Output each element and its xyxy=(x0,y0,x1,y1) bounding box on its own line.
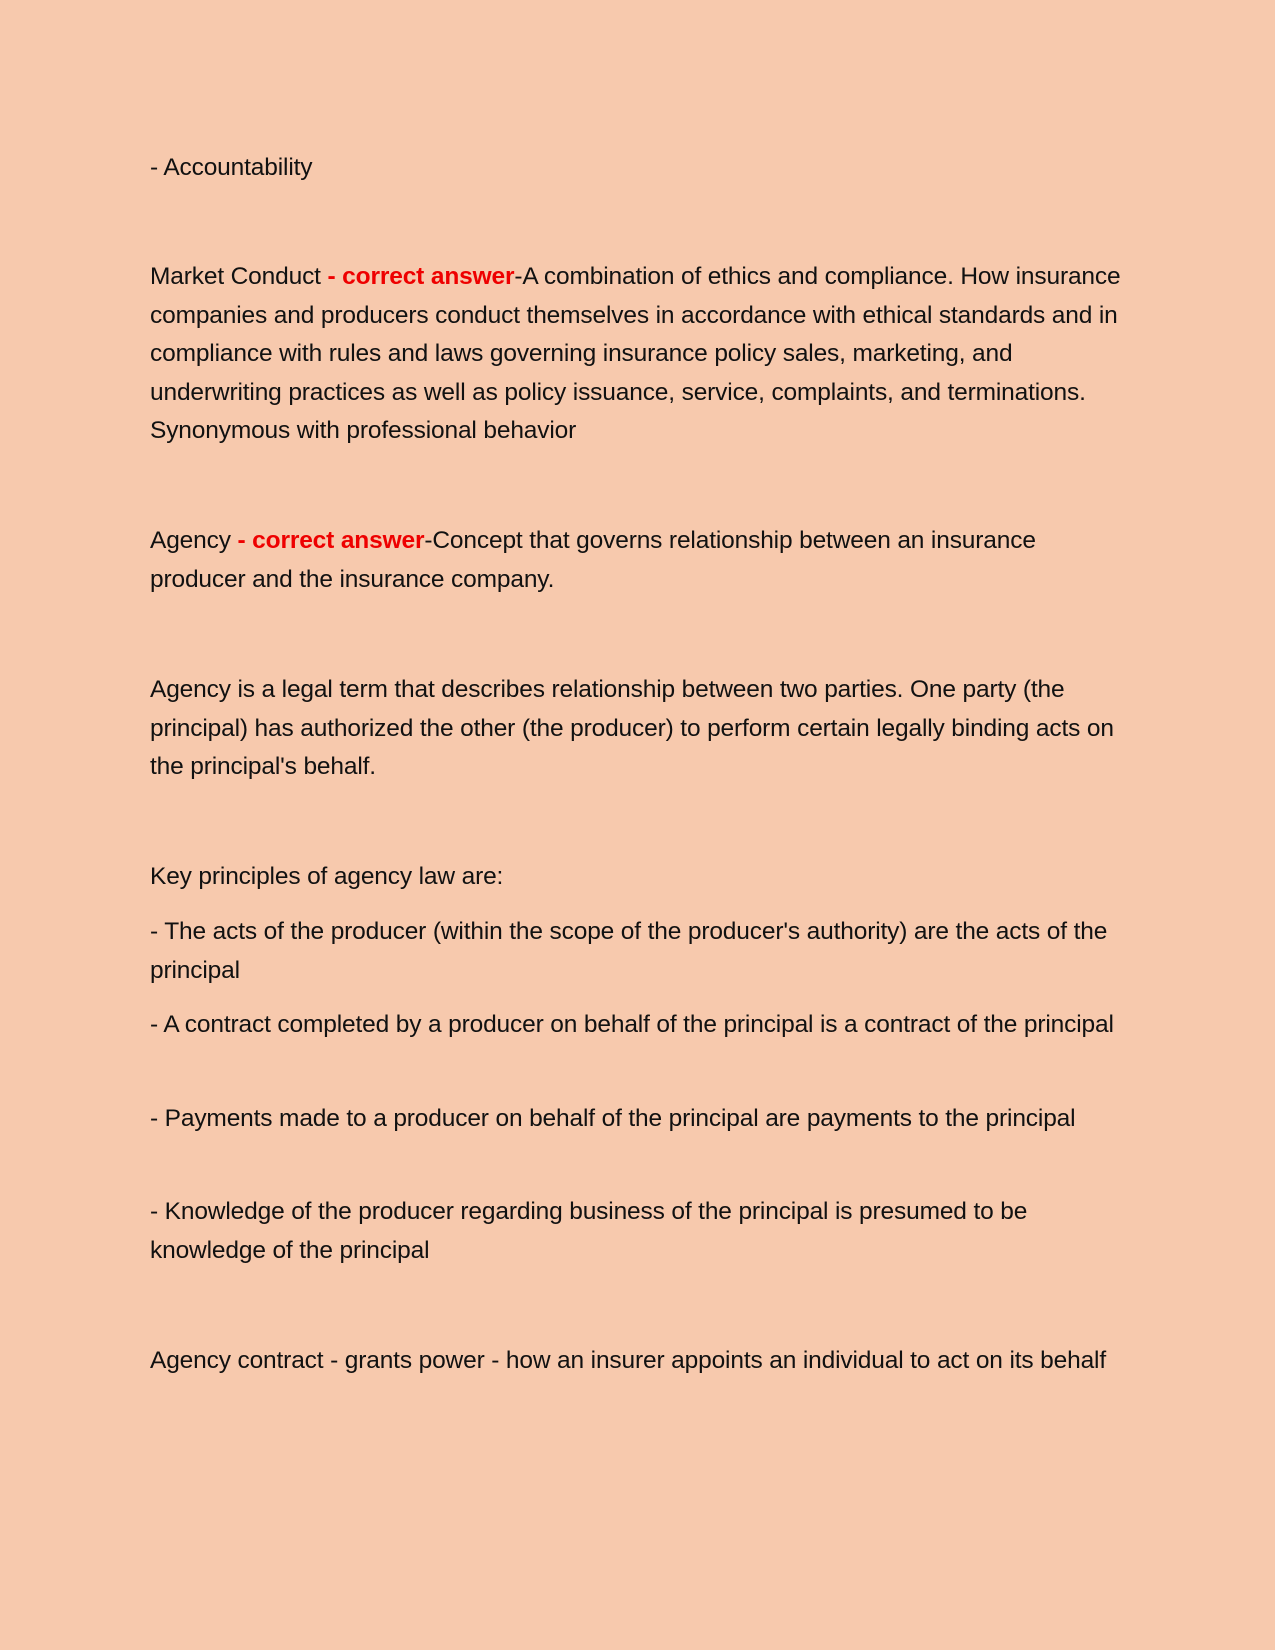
principle-item xyxy=(150,913,1130,990)
key-principles-heading-text: Key principles of agency law are: xyxy=(150,863,504,890)
principle-text: - A contract completed by a producer on behalf of the principal is a contract of the principal xyxy=(150,1011,1114,1038)
market-conduct-definition: -A combination of ethics and compliance. How insurance companies and producers conduct themselves in accordance with ethical standards and in compliance with rules and laws governing insurance policy sales, marketing, and underwriting practices as well as policy issuance, service, complaints, and terminations. Synonymous with professional behavior xyxy=(150,263,1121,444)
agency-contract-paragraph xyxy=(150,1342,1130,1381)
agency-term: Agency xyxy=(150,527,238,554)
principle-text: - The acts of the producer (within the scope of the producer's authority) are the acts of the principal xyxy=(150,918,1108,984)
correct-answer-marker: - correct answer xyxy=(237,527,425,554)
principle-text: - Knowledge of the producer regarding business of the principal is presumed to be knowledge of the principal xyxy=(150,1198,1028,1264)
principle-item xyxy=(150,1006,1130,1045)
agency-legal-term-paragraph xyxy=(150,671,1130,787)
principle-item xyxy=(150,1193,1130,1270)
agency-entry xyxy=(150,522,1130,599)
market-conduct-term: Market Conduct xyxy=(150,263,328,290)
principle-item xyxy=(150,1100,1130,1139)
correct-answer-marker: - correct answer xyxy=(327,263,515,290)
agency-legal-term-text: Agency is a legal term that describes relationship between two parties. One party (the principal) has authorized the other (the producer) to perform certain legally binding acts on the principal's behalf. xyxy=(150,676,1114,780)
agency-definition: -Concept that governs relationship between an insurance producer and the insurance company. xyxy=(150,527,1036,593)
key-principles-heading xyxy=(150,858,1130,897)
market-conduct-entry xyxy=(150,258,1130,451)
agency-contract-text: Agency contract - grants power - how an insurer appoints an individual to act on its behalf xyxy=(150,1347,1107,1374)
principle-text: - Payments made to a producer on behalf of the principal are payments to the principal xyxy=(150,1105,1076,1132)
accountability-text: - Accountability xyxy=(150,154,313,181)
accountability-line xyxy=(150,149,1130,188)
document-page xyxy=(150,0,1140,1650)
